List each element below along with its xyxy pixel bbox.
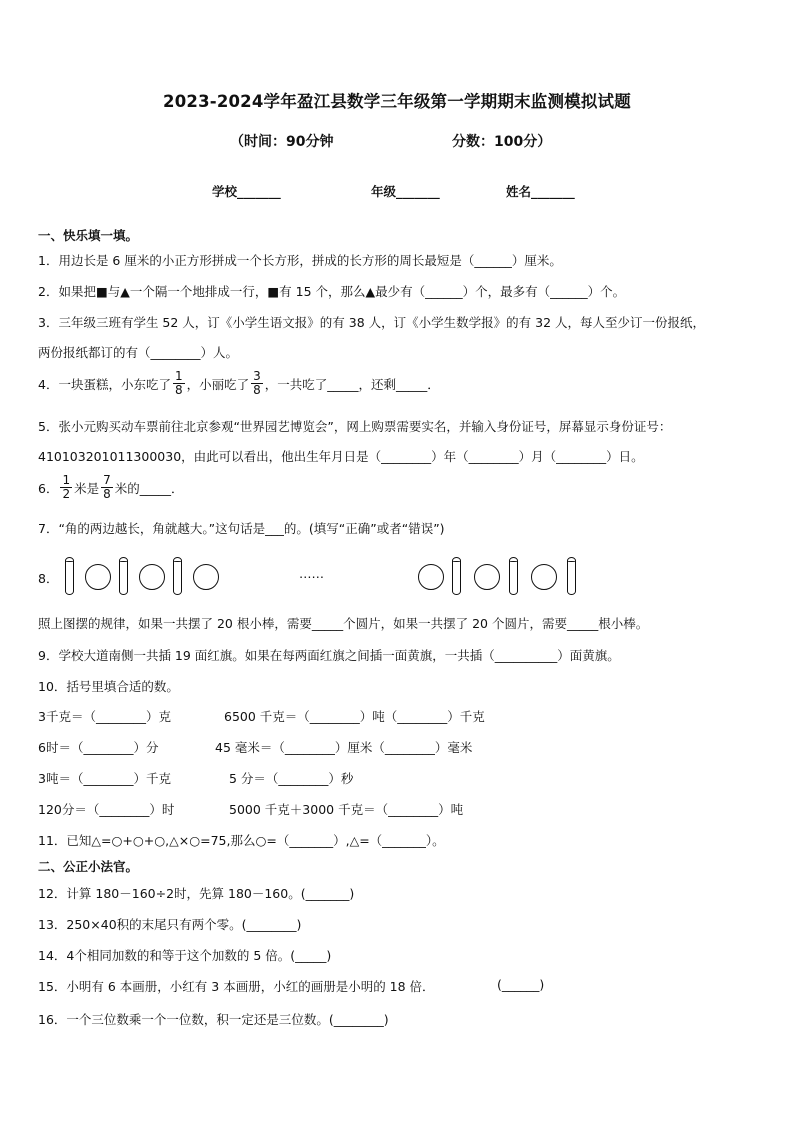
question-16: 16．一个三位数乘一个一位数，积一定还是三位数。(________) xyxy=(38,1012,389,1027)
question-11: 11．已知△=○+○+○,△×○=75,那么○=（_______）,△=（_______）。 xyxy=(38,833,445,848)
q10-row3-left: 3吨＝（________）千克 xyxy=(38,771,171,786)
question-5-line-1: 5．张小元购买动车票前往北京参观“世界园艺博览会”，网上购票需要实名，并输入身份证号，屏幕显示身份证号： xyxy=(38,419,672,434)
fraction-seven-eighths xyxy=(101,474,113,501)
q4-text-a: 4．一块蛋糕，小东吃了 xyxy=(38,376,171,392)
fraction-denominator: 8 xyxy=(174,383,183,397)
stick-icon xyxy=(567,557,576,595)
exam-score: 分数：100分） xyxy=(452,134,552,150)
q6-text-a: 6． xyxy=(38,480,59,496)
q10-row4-left: 120分＝（________）时 xyxy=(38,802,175,817)
section-heading-judge: 二、公正小法官。 xyxy=(38,859,139,874)
question-13: 13．250×40积的末尾只有两个零。(________) xyxy=(38,917,302,932)
fraction-denominator: 8 xyxy=(103,487,111,501)
question-9: 9．学校大道南侧一共插 19 面红旗。如果在每两面红旗之间插一面黄旗，一共插（__________）面黄旗。 xyxy=(38,648,620,663)
question-1: 1．用边长是 6 厘米的小正方形拼成一个长方形，拼成的长方形的周长最短是（______）厘米。 xyxy=(38,253,562,268)
stick-icon xyxy=(119,557,128,595)
question-12: 12．计算 180－160÷2时，先算 180－160。(_______) xyxy=(38,886,355,901)
circle-icon xyxy=(193,564,219,590)
circle-icon xyxy=(531,564,557,590)
question-5-line-2: 410103201011300030，由此可以看出，他出生年月日是（________）年（________）月（________）日。 xyxy=(38,449,644,464)
fraction-denominator: 8 xyxy=(253,383,261,397)
stick-icon xyxy=(452,557,461,595)
ellipsis: …… xyxy=(299,566,324,581)
q10-row4-right: 5000 千克＋3000 千克＝（________）吨 xyxy=(229,802,464,817)
question-15: 15．小明有 6 本画册，小红有 3 本画册，小红的画册是小明的 18 倍． xyxy=(38,979,435,994)
exam-title: 2023-2024学年盈江县数学三年级第一学期期末监测模拟试题 xyxy=(163,92,631,111)
question-15-answer: (______) xyxy=(497,977,545,992)
question-7: 7．“角的两边越长，角就越大。”这句话是___的。(填写“正确”或者“错误”) xyxy=(38,521,445,536)
question-3-line-2: 两份报纸都订的有（________）人。 xyxy=(38,345,239,360)
grade-field: 年级_______ xyxy=(371,184,440,199)
circle-icon xyxy=(139,564,165,590)
fraction-one-half xyxy=(60,474,72,501)
q6-text-b: 米是 xyxy=(74,480,100,496)
fraction-three-eighths xyxy=(251,370,263,397)
fraction-one-eighth xyxy=(173,370,185,397)
section-heading-fill: 一、快乐填一填。 xyxy=(38,228,139,243)
q10-row1-left: 3千克＝（________）克 xyxy=(38,709,171,724)
question-10: 10．括号里填合适的数。 xyxy=(38,679,179,694)
exam-time: （时间：90分钟 xyxy=(230,134,334,150)
q4-text-b: ，小丽吃了 xyxy=(186,376,250,392)
q10-row1-right: 6500 千克＝（________）吨（________）千克 xyxy=(224,709,485,724)
stick-icon xyxy=(173,557,182,595)
question-8-label: 8． xyxy=(38,571,59,586)
q10-row2-left: 6时＝（________）分 xyxy=(38,740,159,755)
fraction-numerator: 1 xyxy=(62,473,71,487)
fraction-numerator: 1 xyxy=(174,369,183,383)
q10-row3-right: 5 分＝（________）秒 xyxy=(229,771,354,786)
school-field: 学校_______ xyxy=(212,184,281,199)
question-6 xyxy=(38,474,184,501)
stick-icon xyxy=(509,557,518,595)
circle-icon xyxy=(474,564,500,590)
fraction-denominator: 2 xyxy=(62,487,71,501)
question-2: 2．如果把■与▲一个隔一个地排成一行，■有 15 个，那么▲最少有（______）个，最多有（______）个。 xyxy=(38,284,626,299)
fraction-numerator: 3 xyxy=(253,369,261,383)
question-4 xyxy=(38,370,440,397)
name-field: 姓名_______ xyxy=(506,184,575,199)
question-14: 14．4个相同加数的和等于这个加数的 5 倍。(_____) xyxy=(38,948,332,963)
q4-text-c: ，一共吃了_____，还剩_____． xyxy=(264,376,440,392)
fraction-numerator: 7 xyxy=(103,473,111,487)
question-3-line-1: 3．三年级三班有学生 52 人，订《小学生语文报》的有 38 人，订《小学生数学报》的有 32 人，每人至少订一份报纸， xyxy=(38,315,706,330)
stick-icon xyxy=(65,557,74,595)
circle-icon xyxy=(418,564,444,590)
question-8-text: 照上图摆的规律，如果一共摆了 20 根小棒，需要_____个圆片，如果一共摆了 20 个圆片，需要_____根小棒。 xyxy=(38,616,649,631)
circle-icon xyxy=(85,564,111,590)
q10-row2-right: 45 毫米＝（________）厘米（________）毫米 xyxy=(215,740,473,755)
q6-text-c: 米的_____． xyxy=(114,480,184,496)
